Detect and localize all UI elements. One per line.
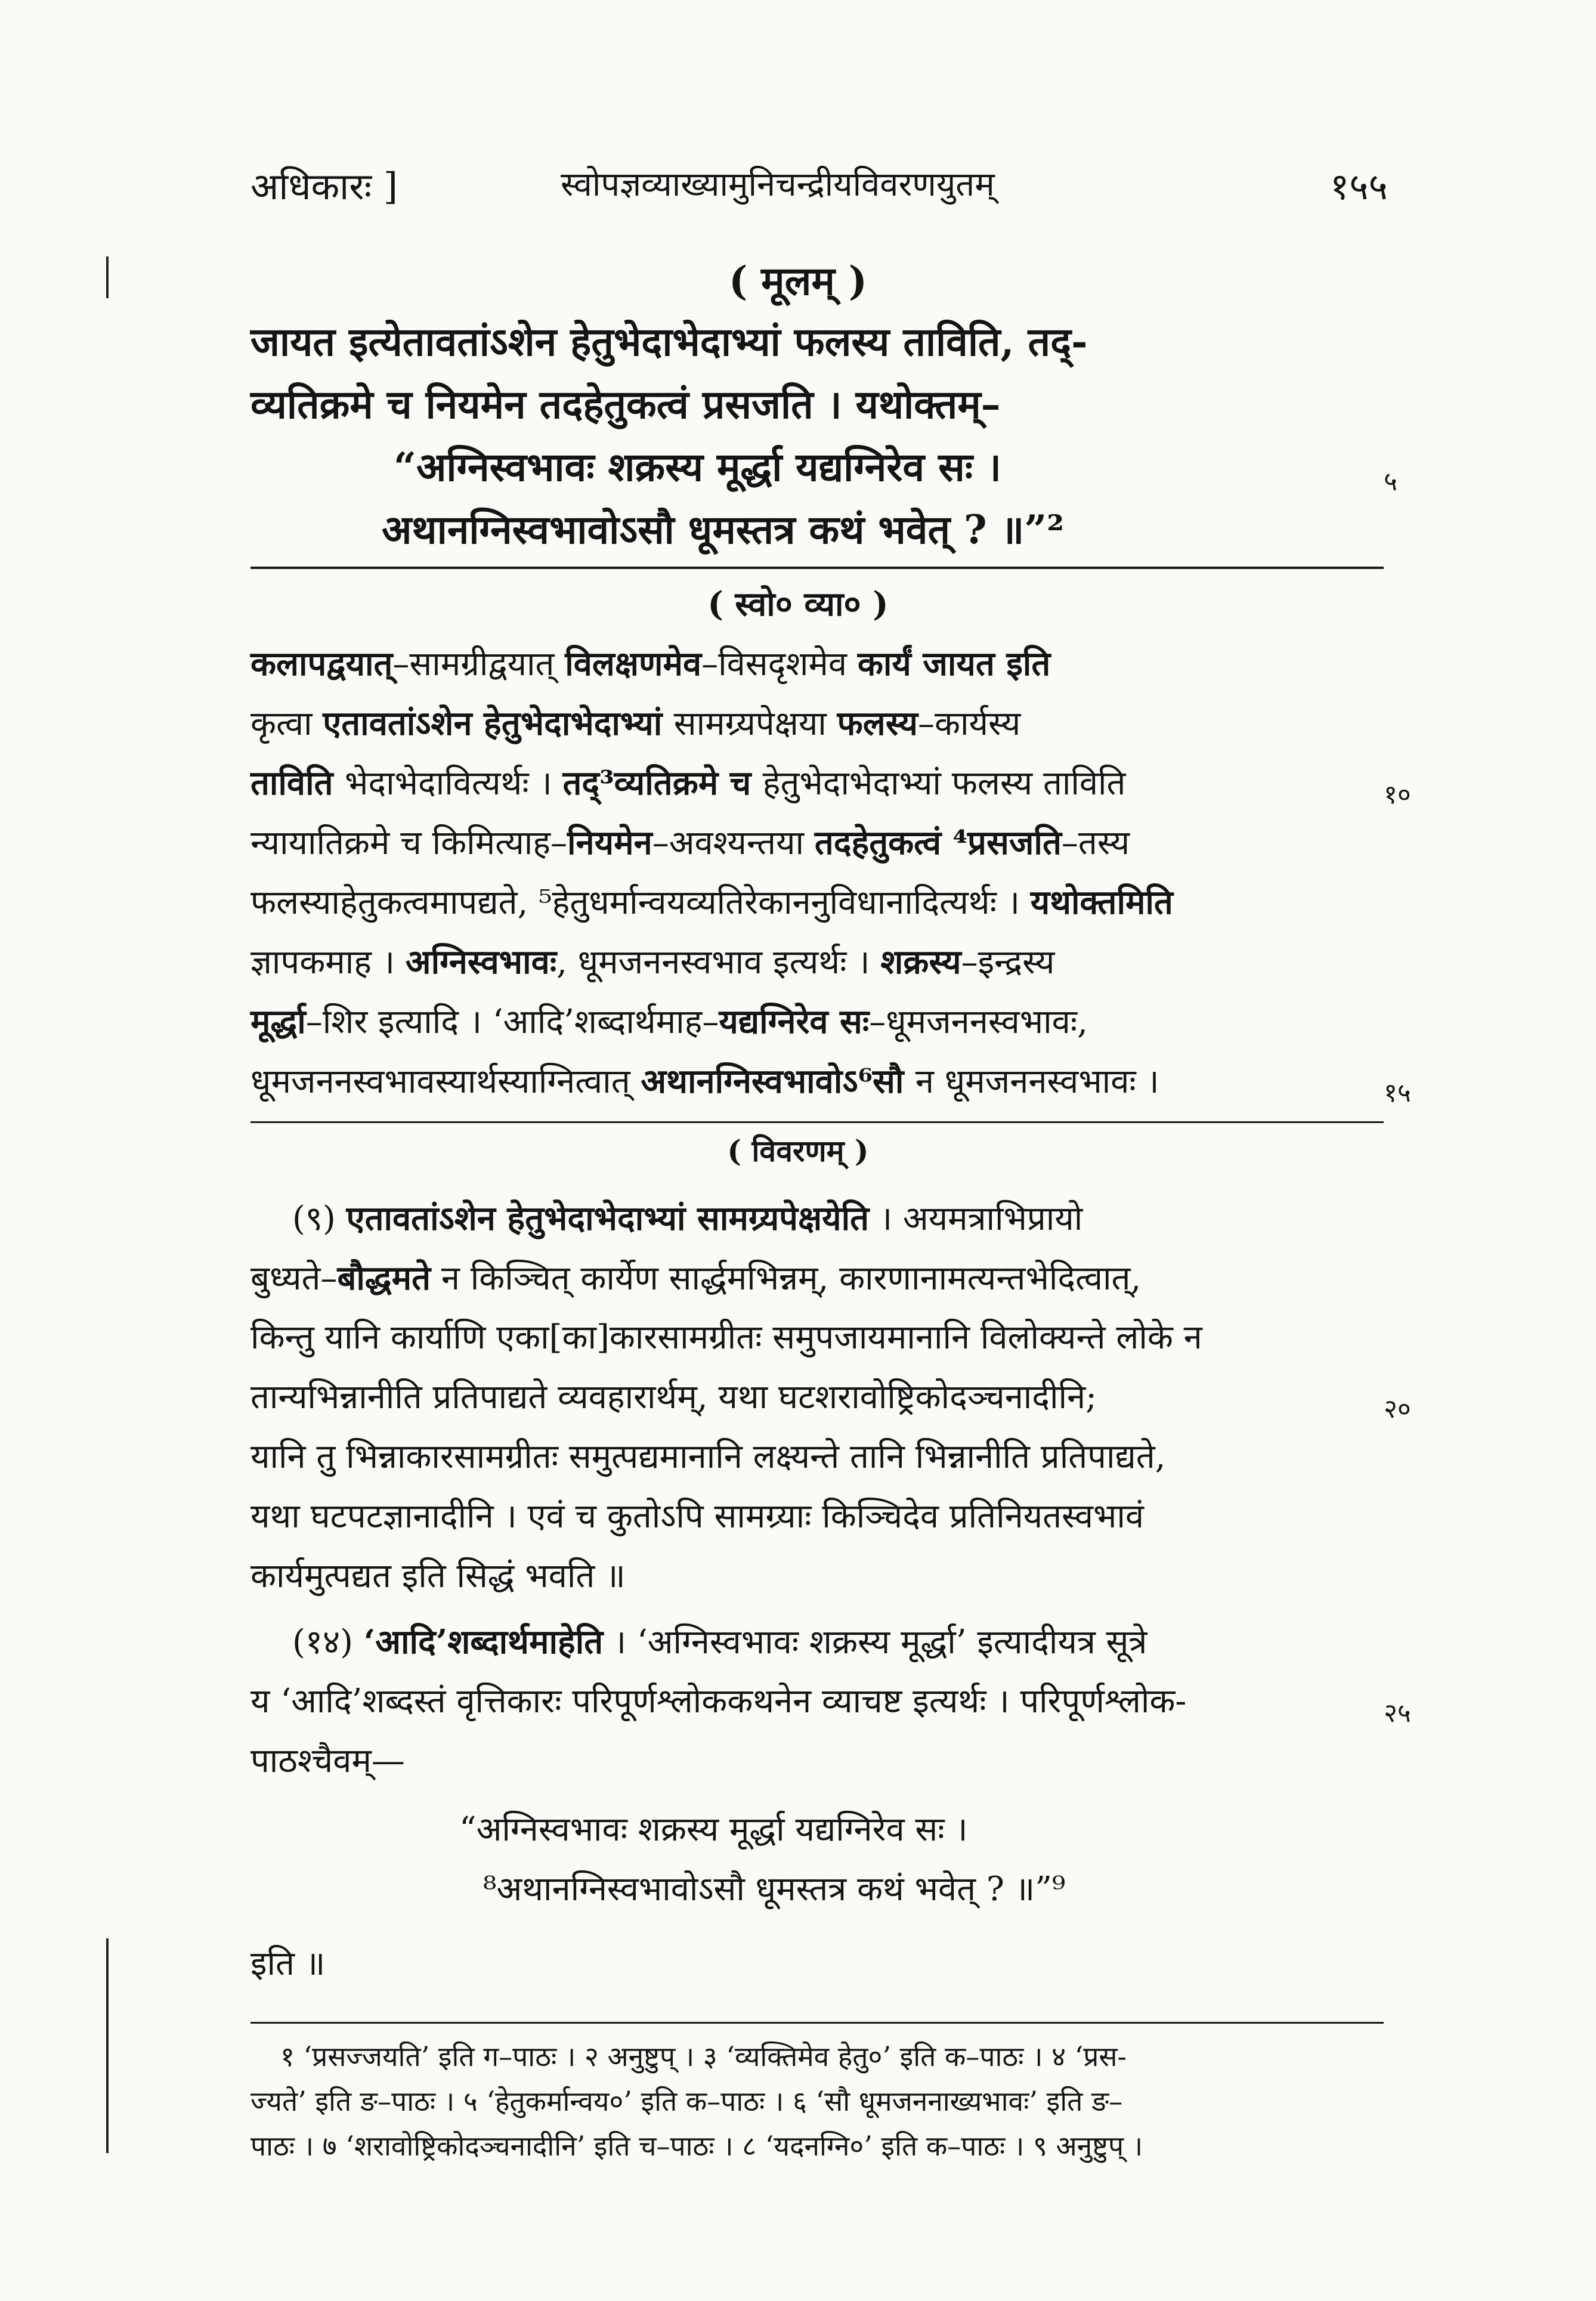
line-number-20: २० — [1384, 1394, 1411, 1424]
svopajna-line-6: ज्ञापकमाह । अग्निस्वभावः, धूमजननस्वभाव इत्यर्थः । शक्रस्य–इन्द्रस्य — [250, 942, 1055, 982]
vivarana-p1-line-4: तान्यभिन्नानीति प्रतिपाद्यते व्यवहारार्थम्, यथा घटशरावोष्ट्रिकोदञ्चनादीनि; — [250, 1378, 1097, 1417]
svopajna-line-4: न्यायातिक्रमे च किमित्याह–नियमेन–अवश्यन्तया तदहेतुकत्वं ⁴प्रसजति–तस्य — [250, 823, 1130, 862]
svopajna-line-2: कृत्वा एतावतांऽशेन हेतुभेदाभेदाभ्यां सामग्र्यपेक्षया फलस्य–कार्यस्य — [250, 704, 1021, 743]
vivarana-verse-2: ⁸अथानग्निस्वभावोऽसौ धूमस्तत्र कथं भवेत् ? ॥”⁹ — [483, 1870, 1066, 1909]
vivarana-p2-line-1: (१४) ‘आदि’शब्दार्थमाहेति । ‘अग्निस्वभावः शक्रस्य मूर्द्धा’ इत्यादीयत्र सूत्रे — [292, 1622, 1147, 1662]
vivarana-p1-line-7: कार्यमुत्पद्यत इति सिद्धं भवति ॥ — [250, 1557, 626, 1595]
vivarana-verse-1: “अग्निस्वभावः शक्रस्य मूर्द्धा यद्यग्निरेव सः । — [459, 1810, 968, 1849]
svopajna-line-7: मूर्द्धा–शिर इत्यादि । ‘आदि’शब्दार्थमाह–यद्यग्निरेव सः–धूमजननस्वभावः, — [250, 1002, 1088, 1041]
svopajna-line-3: ताविति भेदाभेदावित्यर्थः । तद्³व्यतिक्रमे च हेतुभेदाभेदाभ्यां फलस्य ताविति — [250, 763, 1126, 803]
line-number-10: १० — [1384, 780, 1411, 810]
vivarana-heading: ( विवरणम् ) — [727, 1133, 869, 1168]
vivarana-p1-line-5: यानि तु भिन्नाकारसामग्रीतः समुत्पद्यमानानि लक्ष्यन्ते तानि भिन्नानीति प्रतिपाद्यते, — [250, 1437, 1166, 1476]
running-head-left: अधिकारः ] — [250, 165, 398, 208]
vivarana-p1-line-3: किन्तु यानि कार्याणि एका[का]कारसामग्रीतः समुपजायमानानि विलोक्यन्ते लोके न — [250, 1318, 1202, 1357]
footnote-line-2: ज्यते’ इति ङ–पाठः । ५ ‘हेतुकर्मान्वय०’ इति क–पाठः । ६ ‘सौ धूमजननाख्यभावः’ इति ङ– — [250, 2085, 1123, 2117]
scan-mark-left-1 — [106, 256, 109, 298]
svopajna-line-8: धूमजननस्वभावस्यार्थस्याग्नित्वात् अथानग्निस्वभावोऽ⁶सौ न धूमजननस्वभावः । — [250, 1062, 1159, 1101]
rule-after-mula — [250, 567, 1384, 569]
vivarana-p1-line-1: (९) एतावतांऽशेन हेतुभेदाभेदाभ्यां सामग्र्यपेक्षयेति । अयमत्राभिप्रायो — [292, 1199, 1083, 1238]
svopajna-line-5: फलस्याहेतुकत्वमापद्यते, ⁵हेतुधर्मान्वयव्यतिरेकाननुविधानादित्यर्थः । यथोक्तमिति — [250, 883, 1173, 922]
rule-after-svopajna — [250, 1121, 1384, 1123]
footnote-line-1: १ ‘प्रसज्जयति’ इति ग–पाठः । २ अनुष्टुप् । ३ ‘व्यक्तिमेव हेतु०’ इति क–पाठः । ४ ‘प्रस- — [280, 2040, 1127, 2073]
vivarana-p1-line-6: यथा घटपटज्ञानादीनि । एवं च कुतोऽपि सामग्र्याः किञ्चिदेव प्रतिनियतस्वभावं — [250, 1497, 1144, 1536]
footnote-rule — [250, 2022, 1384, 2024]
scan-mark-left-2 — [106, 1938, 109, 2153]
mula-line-2: व्यतिक्रमे च नियमेन तदहेतुकत्वं प्रसजति । यथोक्तम्– — [250, 381, 1001, 428]
mula-verse-2: अथानग्निस्वभावोऽसौ धूमस्तत्र कथं भवेत् ? ॥”² — [382, 506, 1065, 553]
vivarana-p1-line-2: बुध्यते–बौद्धमते न किञ्चित् कार्येण सार्द्धमभिन्नम्, कारणानामत्यन्तभेदित्वात्, — [250, 1258, 1142, 1298]
mula-line-1: जायत इत्येतावतांऽशेन हेतुभेदाभेदाभ्यां फलस्य ताविति, तद्- — [250, 318, 1088, 365]
line-number-15: १५ — [1384, 1078, 1411, 1108]
vivarana-p2-line-3: पाठश्चैवम्— — [250, 1742, 405, 1780]
line-number-5: ५ — [1384, 466, 1397, 497]
footnote-line-3: पाठः । ७ ‘शरावोष्ट्रिकोदञ्चनादीनि’ इति च–पाठः । ८ ‘यदनग्नि०’ इति क–पाठः । ९ अनुष्टुप् । — [250, 2130, 1143, 2162]
line-number-25: २५ — [1384, 1698, 1411, 1728]
vivarana-p2-line-2: य ‘आदि’शब्दस्तं वृत्तिकारः परिपूर्णश्लोककथनेन व्याचष्ट इत्यर्थः । परिपूर्णश्लोक- — [250, 1682, 1187, 1721]
mula-verse-1: “अग्निस्वभावः शक्रस्य मूर्द्धा यद्यग्निरेव सः । — [394, 444, 1002, 490]
svopajna-line-1: कलापद्वयात्–सामग्रीद्वयात् विलक्षणमेव–विसदृशमेव कार्यं जायत इति — [250, 644, 1051, 684]
closing-iti: इति ॥ — [250, 1944, 326, 1983]
svopajna-heading: ( स्वो० व्या० ) — [707, 584, 889, 624]
running-head-title: स्वोपज्ञव्याख्यामुनिचन्द्रीयविवरणयुतम् — [561, 165, 995, 204]
mula-heading: ( मूलम् ) — [728, 258, 868, 304]
page-number: १५५ — [1330, 165, 1388, 208]
